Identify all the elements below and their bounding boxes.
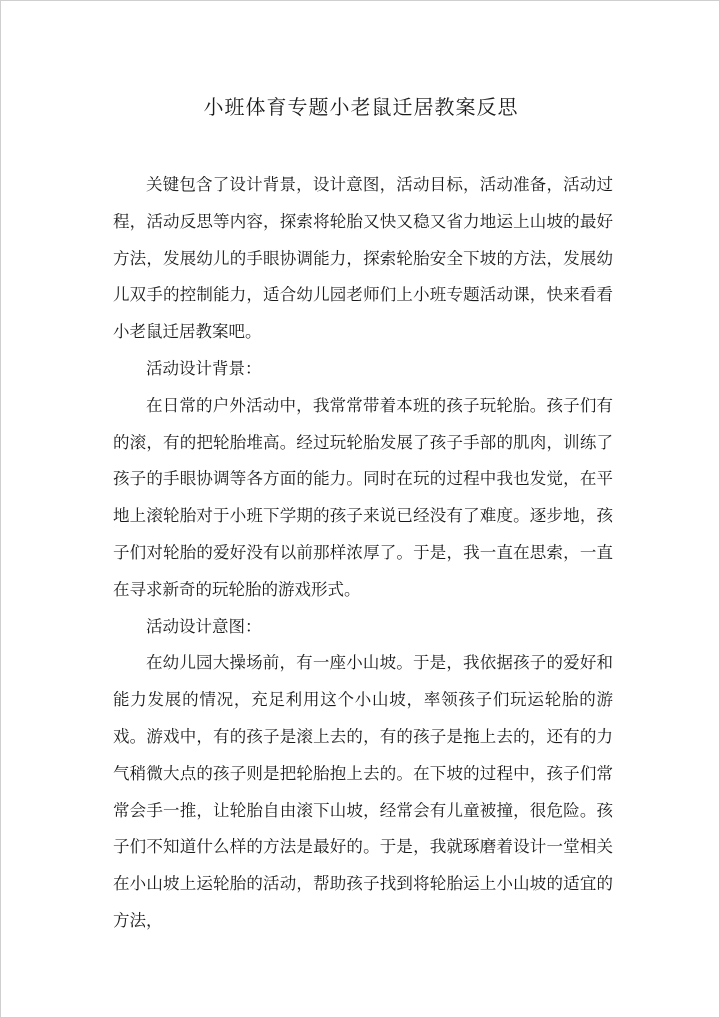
section-heading-background: 活动设计背景：: [146, 358, 262, 378]
document-title: 小班体育专题小老鼠迁居教案反思: [203, 95, 519, 119]
intent-paragraph: 在幼儿园大操场前，有一座小山坡。于是，我依据孩子的爱好和能力发展的情况，充足利用这个小山坡，率领孩子们玩运轮胎的游戏。游戏中，有的孩子是滚上去的，有的孩子是拖上去的，还有的力气稍微大点的孩子则是把轮胎抱上去的。在下坡的过程中，孩子们常常会手一推，让轮胎自由滚下山坡，经常会有儿童被撞，很危险。孩子们不知道什么样的方法是最好的。于是，我就琢磨着设计一堂相关在小山坡上运轮胎的活动，帮助孩子找到将轮胎运上小山坡的适宜的方法，: [113, 653, 613, 930]
background-paragraph: 在日常的户外活动中，我常常带着本班的孩子玩轮胎。孩子们有的滚，有的把轮胎堆高。经过玩轮胎发展了孩子手部的肌肉，训练了孩子的手眼协调等各方面的能力。同时在玩的过程中我也发觉，在平地上滚轮胎对于小班下学期的孩子来说已经没有了难度。逐步地，孩子们对轮胎的爱好没有以前那样浓厚了。于是，我一直在思索，一直在寻求新奇的玩轮胎的游戏形式。: [113, 395, 613, 599]
section-heading-intent: 活动设计意图：: [146, 616, 262, 636]
intro-paragraph: 关键包含了设计背景，设计意图，活动目标，活动准备，活动过程，活动反思等内容，探索将轮胎又快又稳又省力地运上山坡的最好方法，发展幼儿的手眼协调能力，探索轮胎安全下坡的方法，发展幼儿双手的控制能力，适合幼儿园老师们上小班专题活动课，快来看看小老鼠迁居教案吧。: [113, 175, 613, 342]
document-body: [113, 167, 613, 940]
